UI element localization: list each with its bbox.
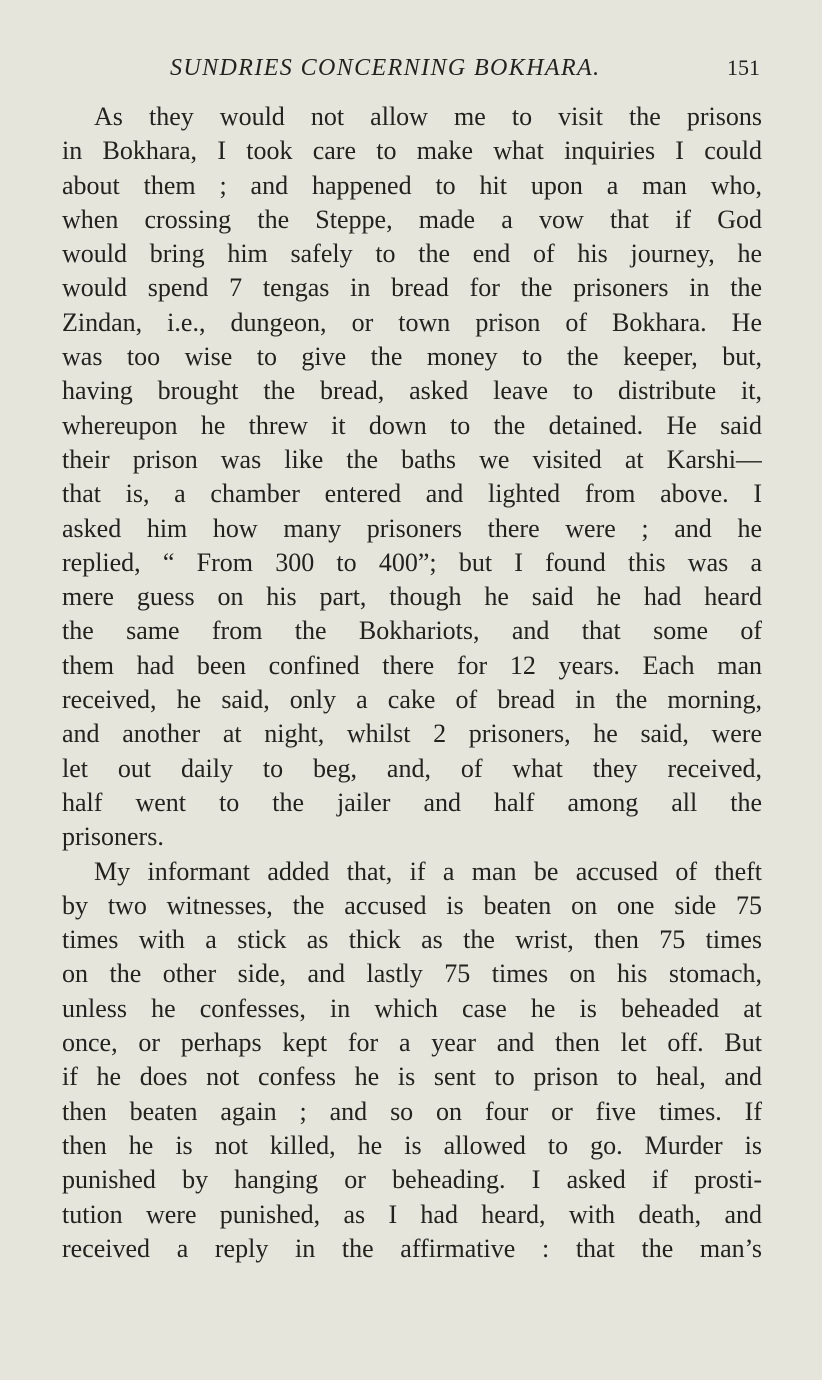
page-number: 151 <box>727 55 760 80</box>
text-line: then beaten again ; and so on four or five times. If <box>62 1096 762 1126</box>
text-line: mere guess on his part, though he said he had heard <box>62 582 762 612</box>
text-line: the same from the Bokhariots, and that some of <box>62 616 762 646</box>
text-line: half went to the jailer and half among all the <box>62 787 762 817</box>
text-line: if he does not confess he is sent to prison to heal, and <box>62 1062 762 1092</box>
text-line: their prison was like the baths we visited at Karshi— <box>62 444 762 474</box>
text-line: unless he confesses, in which case he is beheaded at <box>62 993 762 1023</box>
text-line: by two witnesses, the accused is beaten on one side 75 <box>62 890 762 920</box>
text-line: having brought the bread, asked leave to distribute it, <box>62 376 762 406</box>
text-line: in Bokhara, I took care to make what inquiries I could <box>62 136 762 166</box>
text-line: that is, a chamber entered and lighted from above. I <box>62 479 762 509</box>
body-text <box>62 100 762 1266</box>
text-line: asked him how many prisoners there were ; and he <box>62 513 762 543</box>
text-line: then he is not killed, he is allowed to go. Murder is <box>62 1130 762 1160</box>
text-line: prisoners. <box>62 822 164 852</box>
text-line: received, he said, only a cake of bread in the morning, <box>62 685 762 715</box>
text-line: Zindan, i.e., dungeon, or town prison of Bokhara. He <box>62 307 762 337</box>
text-line: let out daily to beg, and, of what they received, <box>62 753 762 783</box>
text-line: on the other side, and lastly 75 times on his stomach, <box>62 959 762 989</box>
text-line: when crossing the Steppe, made a vow that if God <box>62 204 762 234</box>
text-line: them had been confined there for 12 years. Each man <box>62 650 762 680</box>
text-line: and another at night, whilst 2 prisoners, he said, were <box>62 719 762 749</box>
text-line: received a reply in the affirmative : that the man’s <box>62 1233 762 1263</box>
text-line: once, or perhaps kept for a year and then let off. But <box>62 1028 762 1058</box>
text-line: As they would not allow me to visit the prisons <box>94 102 762 131</box>
text-line: about them ; and happened to hit upon a man who, <box>62 170 762 200</box>
text-line: punished by hanging or beheading. I asked if prosti- <box>62 1165 762 1195</box>
running-head <box>62 52 762 84</box>
text-line: My informant added that, if a man be accused of theft <box>94 856 762 886</box>
text-line: replied, “ From 300 to 400”; but I found this was a <box>62 547 762 577</box>
text-line: would bring him safely to the end of his journey, he <box>62 239 762 269</box>
text-line: was too wise to give the money to the keeper, but, <box>62 342 762 372</box>
running-title: SUNDRIES CONCERNING BOKHARA. <box>170 55 601 81</box>
text-line: would spend 7 tengas in bread for the prisoners in the <box>62 273 762 303</box>
text-line: times with a stick as thick as the wrist, then 75 times <box>62 925 762 955</box>
text-line: tution were punished, as I had heard, with death, and <box>62 1199 762 1229</box>
text-line: whereupon he threw it down to the detained. He said <box>62 410 762 440</box>
